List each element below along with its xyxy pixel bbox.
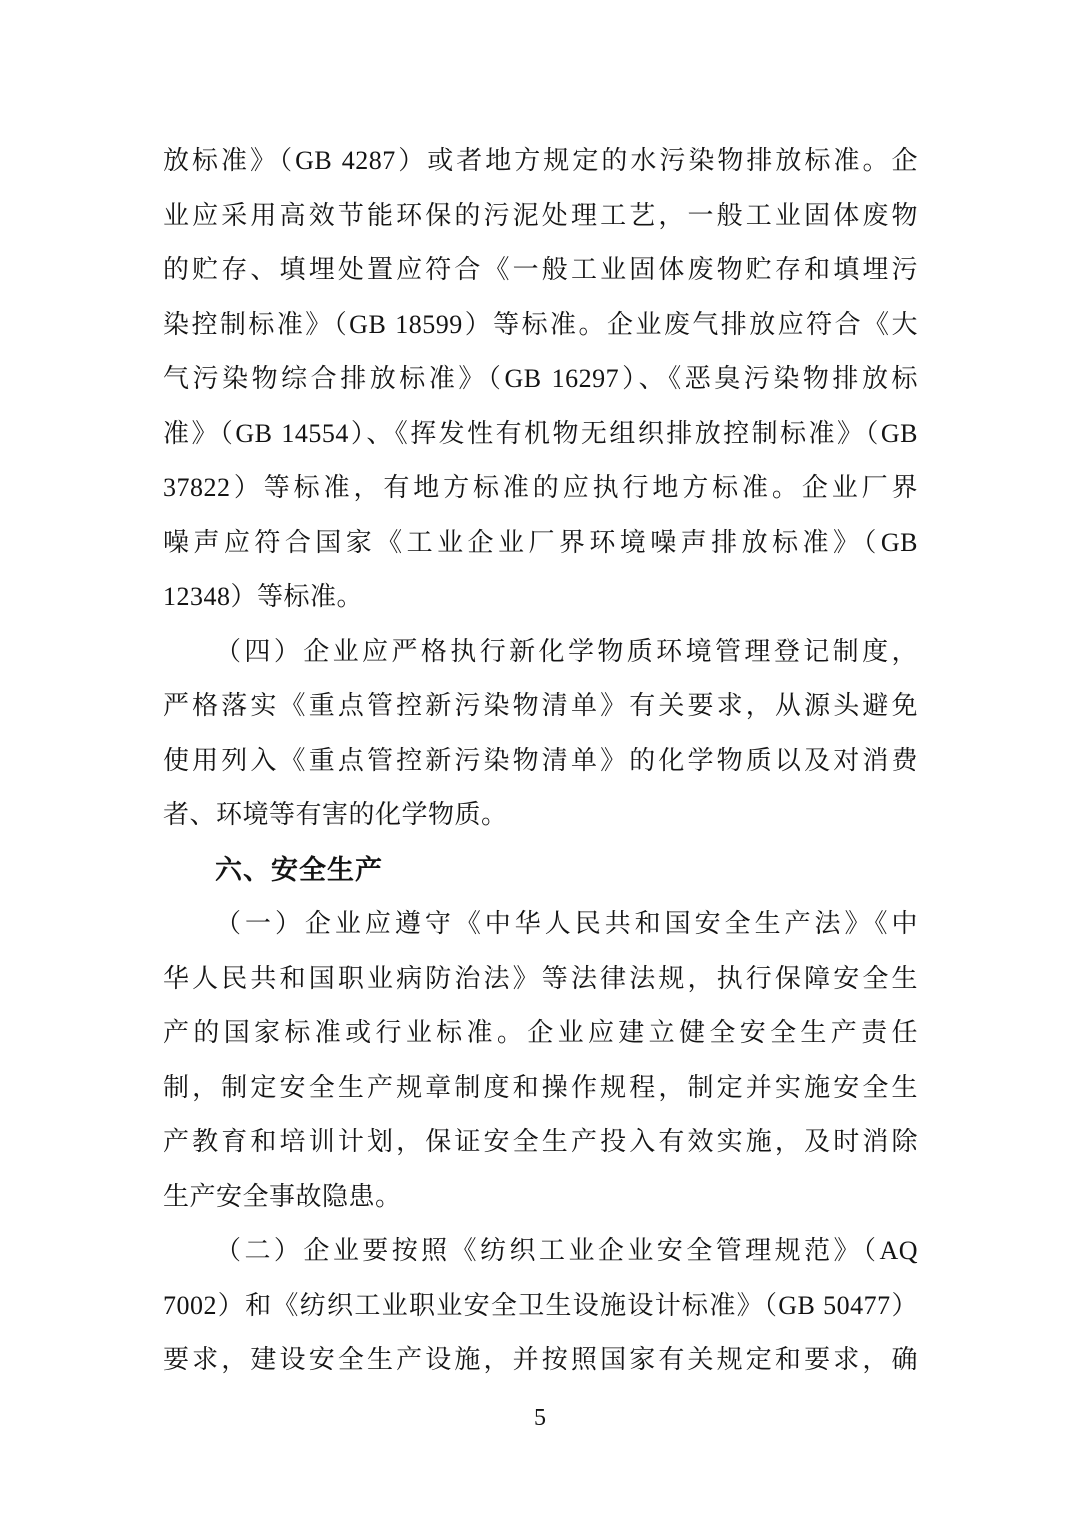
- heading-section-6-safety-production: [163, 843, 918, 898]
- para-item-4-new-chemicals: [163, 625, 918, 843]
- text-line: （一）企业应遵守《中华人民共和国安全生产法》《中: [215, 909, 918, 938]
- text-line: 六、安全生产: [215, 854, 383, 885]
- text-line: 12348）等标准。: [163, 582, 364, 611]
- text-line: 华人民共和国职业病防治法》等法律法规，执行保障安全生: [163, 963, 918, 993]
- text-line: 7002）和《纺织工业职业安全卫生设施设计标准》（GB 50477）: [163, 1290, 918, 1320]
- text-line: 染控制标准》（GB 18599）等标准。企业废气排放应符合《大: [163, 309, 918, 339]
- para-item-2-safety-facilities: [163, 1224, 918, 1388]
- para-env-emission-standards: [163, 134, 918, 625]
- text-line: 气污染物综合排放标准》（GB 16297）、《恶臭污染物排放标: [163, 364, 918, 393]
- text-line: 37822）等标准，有地方标准的应执行地方标准。企业厂界: [163, 473, 918, 502]
- text-line: 准》（GB 14554）、《挥发性有机物无组织排放控制标准》（GB: [163, 418, 918, 448]
- document-body: [163, 134, 918, 1388]
- text-line: 使用列入《重点管控新污染物清单》的化学物质以及对消费: [163, 745, 918, 775]
- para-item-1-safety-laws: [163, 897, 918, 1224]
- text-line: 者、环境等有害的化学物质。: [163, 800, 508, 829]
- text-line: （四）企业应严格执行新化学物质环境管理登记制度，: [215, 636, 918, 666]
- text-line: 制，制定安全生产规章制度和操作规程，制定并实施安全生: [163, 1072, 918, 1102]
- text-line: 噪声应符合国家《工业企业厂界环境噪声排放标准》（GB: [163, 527, 918, 557]
- text-line: 要求，建设安全生产设施，并按照国家有关规定和要求，确: [163, 1345, 918, 1374]
- text-line: 严格落实《重点管控新污染物清单》有关要求，从源头避免: [163, 691, 918, 720]
- text-line: 生产安全事故隐患。: [163, 1181, 402, 1211]
- text-line: 产教育和培训计划，保证安全生产投入有效实施，及时消除: [163, 1127, 918, 1156]
- text-line: 产的国家标准或行业标准。企业应建立健全安全生产责任: [163, 1018, 918, 1047]
- page-number: 5: [534, 1405, 546, 1431]
- text-line: 业应采用高效节能环保的污泥处理工艺，一般工业固体废物: [163, 200, 918, 230]
- text-line: 放标准》（GB 4287）或者地方规定的水污染物排放标准。企: [163, 146, 918, 175]
- text-line: （二）企业要按照《纺织工业企业安全管理规范》（AQ: [215, 1236, 918, 1265]
- text-line: 的贮存、填埋处置应符合《一般工业固体废物贮存和填埋污: [163, 255, 918, 284]
